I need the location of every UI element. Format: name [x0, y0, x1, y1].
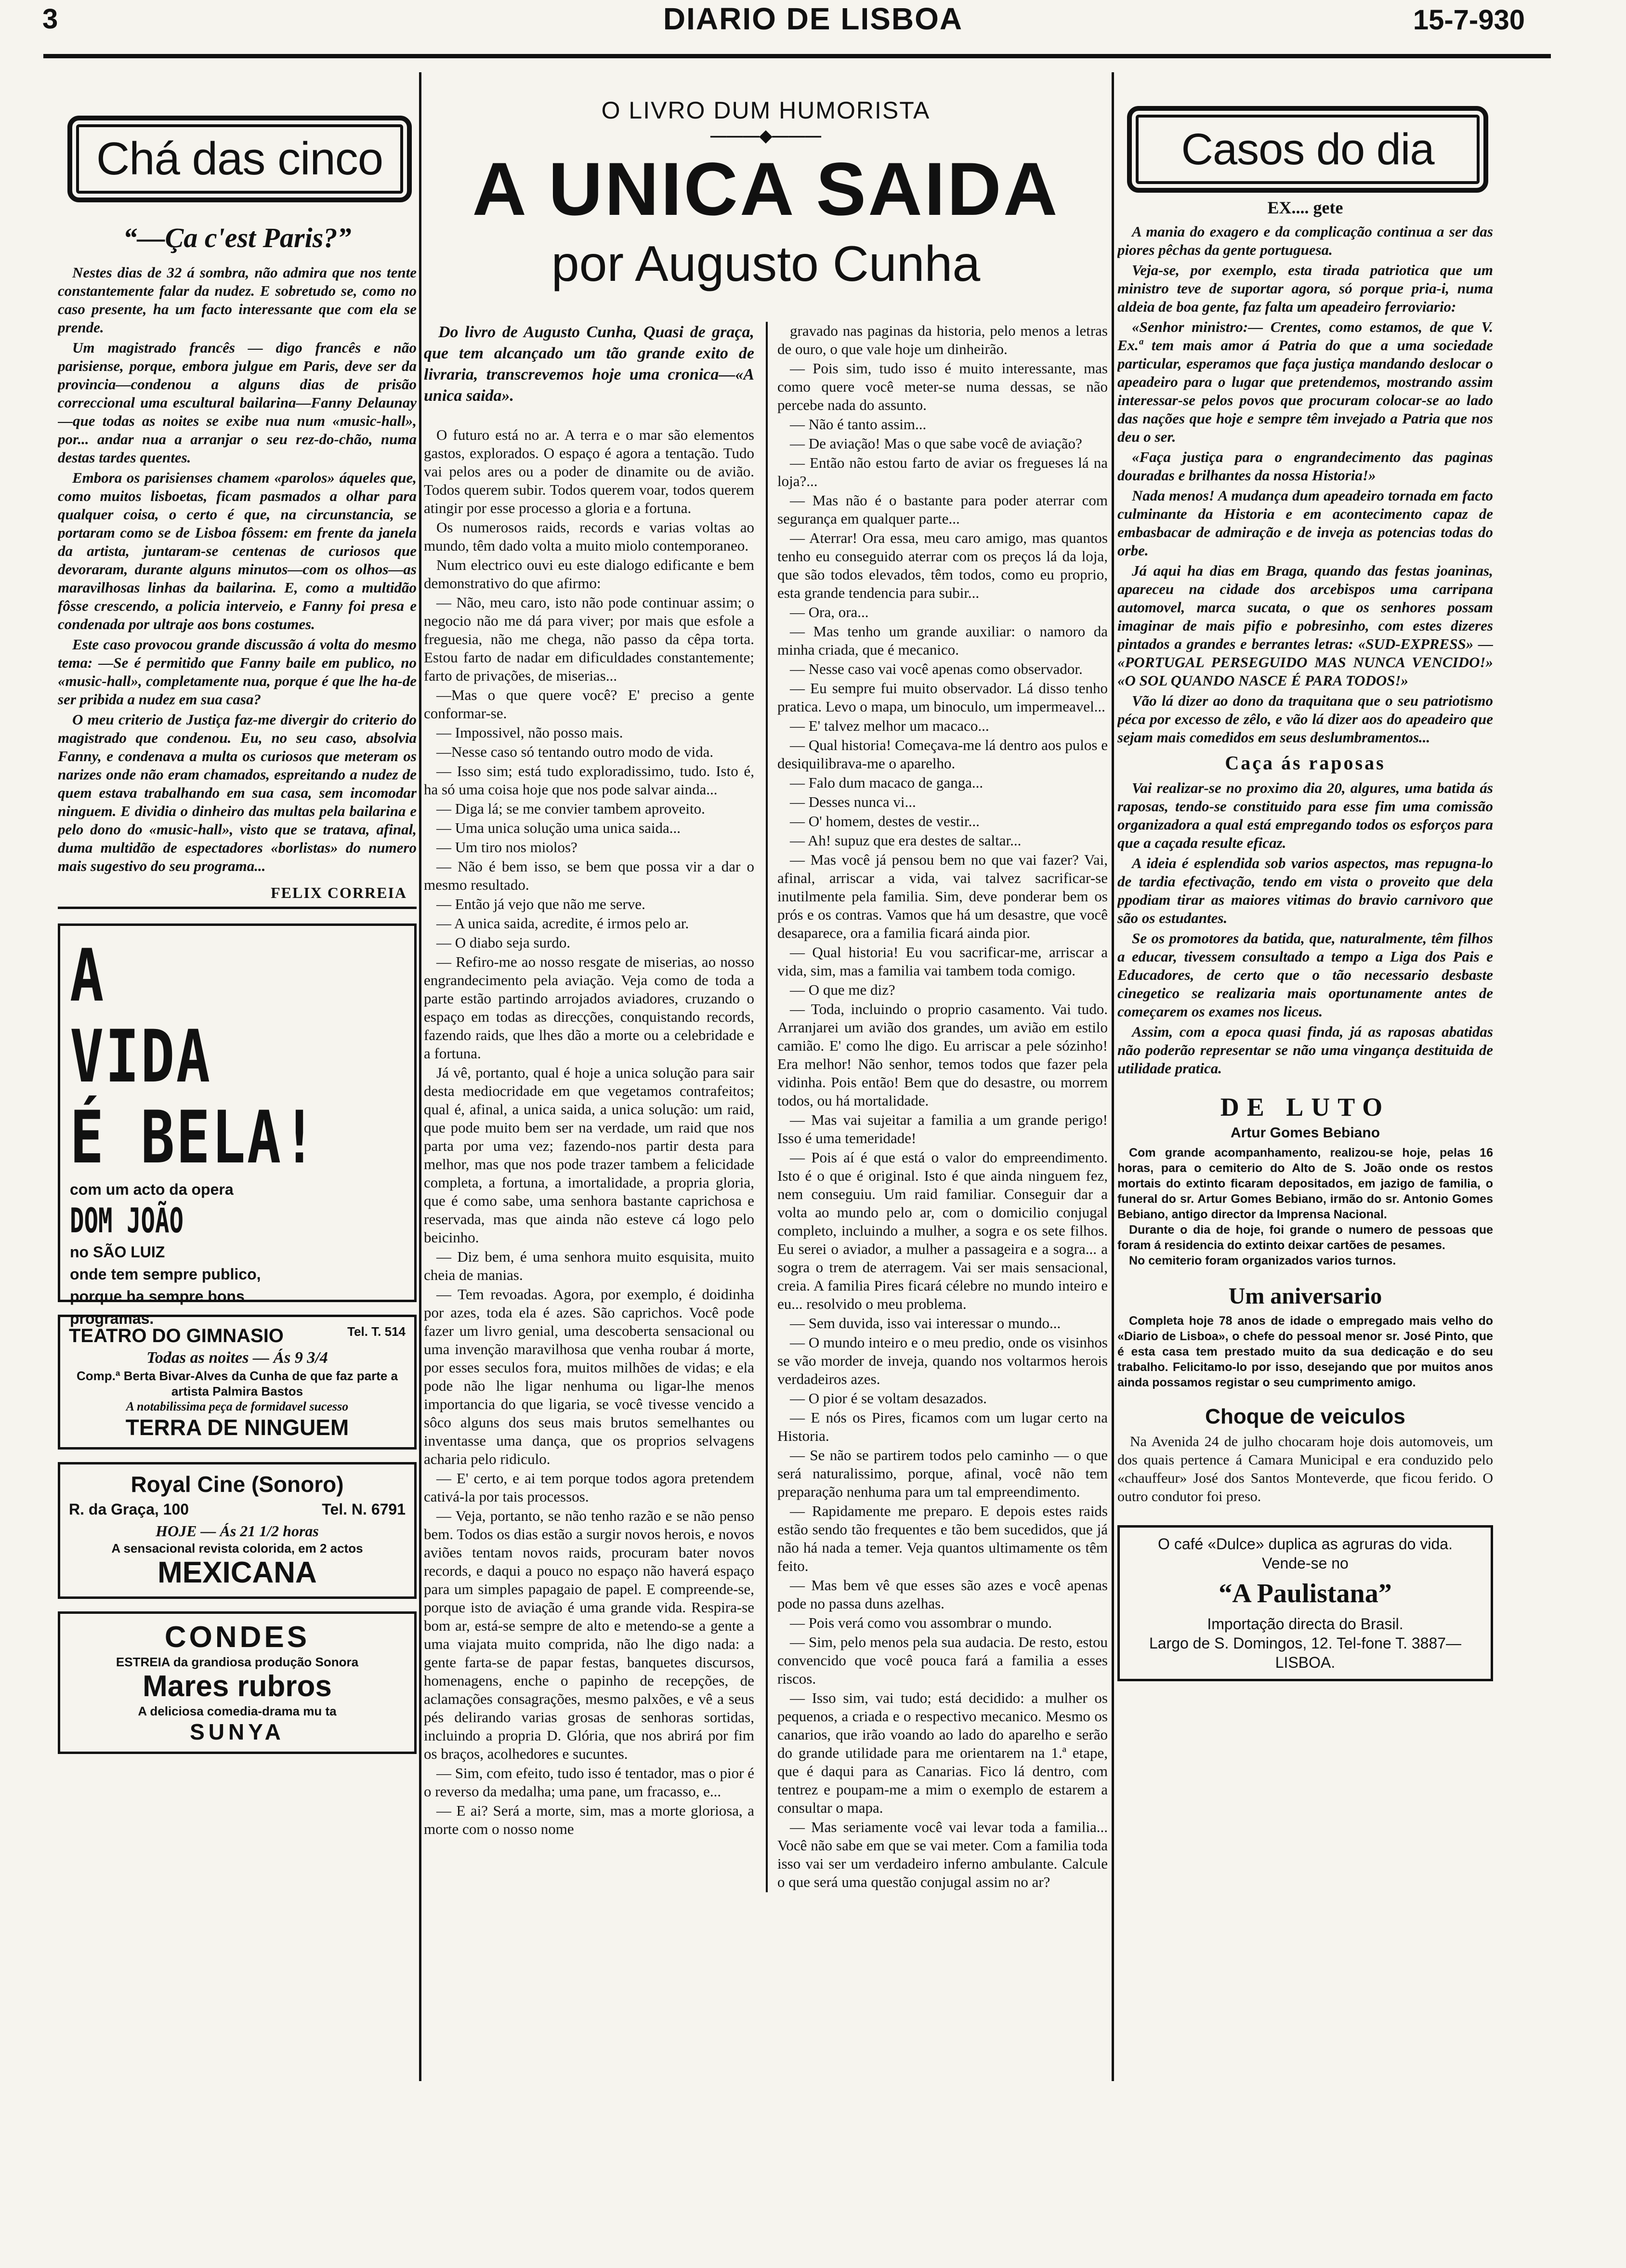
paragraph: — Ora, ora... — [790, 604, 869, 620]
paragraph: — Aterrar! Ora essa, meu caro amigo, mas quantos tenho eu conseguido aterrar com os preços lá da loja, que são todos elevados, têm todos, como eu proprio, esta grande tendencia para subir... — [777, 529, 1108, 601]
paragraph: Já vê, portanto, qual é hoje a unica solução para sair desta mediocridade em que vegetamos contrafeitos; qual é, afinal, a unica saida, a unica solução: um raid, que pode muito bem ser na verdade, um raid que nos parta por uma vez; fazendo-nos partir desta para melhor, mas que nos pode trazer tambem a felicidade completa, a fortuna, a imortalidade, a propria gloria, que é como sabe, uma senhora bastante caprichosa e reservada, mas que ainda não esteve cá logo pelo beicinho. — [424, 1064, 754, 1246]
paragraph: — Mas seriamente você vai levar toda a familia... Você não sabe em que se vai meter. Com a familia toda isso vai ser um verdadeiro inferno ambulante. Calcule o que será uma questão conjugal assim no ar? — [777, 1819, 1108, 1890]
paragraph: O meu criterio de Justiça faz-me divergir do criterio do magistrado que condenou. Eu, no seu caso, absolvia Fanny, e condenava a multa os curiosos que meteram os narizes onde não eram chamados, espreitando a nudez de quem estava trabalhando em sua casa, sem incomodar ninguem. E dividia o dinheiro das multas pela bailarina e pelo dono do «music-hall», visto que se tratava, afinal, duma multidão de espectadores «borlistas» do numero mais sugestivo do seu programa... — [58, 711, 417, 874]
ad-line: É BELA! — [70, 1096, 318, 1180]
article-columns — [424, 322, 1108, 1892]
paragraph: —Mas o que quere você? E' preciso a gente conformar-se. — [424, 686, 754, 722]
ad-show: Mares rubros — [143, 1670, 332, 1703]
ad-title: Royal Cine (Sonoro) — [131, 1472, 344, 1497]
paragraph: «Senhor ministro:— Crentes, como estamos, de que V. Ex.ª tem mais amor á Patria do que a uma sociedade particular, esperamos que faça justiça mandando deslocar o apeadeiro para o lugar que pretendemos, mostrando assim interessar-se pelos povos que procuram colocar-se ao lado das nações que hoje e sempre têm invejado a Patria que nos deu o ser. — [1117, 318, 1493, 445]
paragraph: — Não, meu caro, isto não pode continuar assim; o negocio não me dá para viver; por mais que esfole a freguesia, não me chega, não passo da cêpa torta. Estou farto de nadar em dificuldades constantemente; farto de privações, de miserias... — [424, 594, 754, 684]
page-number: 3 — [42, 3, 58, 35]
paragraph: gravado nas paginas da historia, pelo menos a letras de ouro, o que vale hoje um dinheirão. — [777, 322, 1108, 357]
ad-title: TEATRO DO GIMNASIO — [69, 1325, 284, 1346]
article-kicker: O LIVRO DUM HUMORISTA — [601, 97, 931, 124]
ad-line: O café «Dulce» duplica as agruras do vida. Vende-se no — [1158, 1535, 1453, 1572]
anniversary-body — [1117, 1313, 1493, 1390]
masthead — [0, 0, 1626, 53]
paragraph: — Mas não é o bastante para poder aterrar com segurança em qualquer parte... — [777, 492, 1108, 527]
paragraph: — Tem revoadas. Agora, por exemplo, é doidinha por azes, toda ela é azes. São caprichos. Você pode fazer um livro genial, uma descoberta sensacional ou uma invenção maravilhosa que venha roubar á morte, por esses seculos fora, muitos milhões de vidas; e ela pode não lhe ligar nenhuma ou ligar-lhe menos importancia do que ligaria, se você tivesse vencido a sôco alguns dos seus mais brutos semelhantes ou inventasse uma dança, que os proprios selvagens acharia pelo ridiculo. — [424, 1286, 754, 1467]
ad-royal-cine — [58, 1462, 417, 1599]
ad-line: com um acto da opera — [70, 1181, 234, 1198]
paragraph: — Desses nunca vi... — [790, 793, 916, 810]
article-body — [58, 264, 417, 875]
ad-line: A deliciosa comedia-drama mu ta — [138, 1704, 337, 1718]
paragraph: Nada menos! A mudança dum apeadeiro tornada em facto culminante da Historia e em acontecimento capaz de embasbacar de admiração e de inveja as potencias todas do orbe. — [1117, 487, 1493, 559]
ad-phone: Tel. T. 514 — [347, 1324, 406, 1339]
column-main-article — [424, 63, 1108, 2086]
paragraph: — O que me diz? — [790, 981, 895, 998]
ad-line: A notabilissima peça de formidavel sucesso — [126, 1399, 349, 1413]
author-signature: FELIX CORREIA — [271, 884, 407, 901]
paragraph: — Não é tanto assim... — [790, 416, 927, 433]
article-body — [1117, 779, 1493, 1078]
column-divider — [1112, 72, 1114, 2081]
paragraph: A mania do exagero e da complicação continua a ser das piores pêchas da gente portuguesa. — [1117, 223, 1493, 258]
paragraph: A ideia é esplendida sob varios aspectos, mas repugna-lo de tardia efectivação, tendo em vista o proveito que dela ppodiam tirar as maiores vitimas do bravio carnivoro que são os estudantes. — [1117, 855, 1493, 926]
news-body — [1117, 1433, 1493, 1506]
article-title: A UNICA SAIDA — [472, 147, 1060, 231]
paragraph: — Mas vai sujeitar a familia a um grande perigo! Isso é uma temeridade! — [777, 1111, 1108, 1147]
paragraph: — Qual historia! Eu vou sacrificar-me, arriscar a vida, sim, mas a familia vai tambem toda comigo. — [777, 944, 1108, 979]
paragraph: — E ai? Será a morte, sim, mas a morte gloriosa, a morte com o nosso nome — [424, 1802, 754, 1837]
ad-line: onde tem sempre publico, — [70, 1266, 261, 1283]
paragraph: — Se não se partirem todos pelo caminho — o que será naturalissimo, porque, afinal, você não tem preparação nenhuma para um tal empreendimento. — [777, 1447, 1108, 1500]
ornament: ———◆——— — [710, 127, 822, 145]
ad-line: Todas as noites — Ás 9 3/4 — [146, 1349, 328, 1367]
article-intro: Do livro de Augusto Cunha, Quasi de graça, que tem alcançado um tão grande exito de livraria, transcrevemos hoje uma cronica—«A unica saida». — [424, 323, 754, 405]
article-body — [1117, 223, 1493, 747]
paragraph: — De aviação! Mas o que sabe você de aviação? — [790, 435, 1082, 452]
paragraph: — Ah! supuz que era destes de saltar... — [790, 832, 1022, 849]
paragraph: — E' certo, e ai tem porque todos agora pretendem cativá-la por tais processos. — [424, 1470, 754, 1505]
paragraph: — Isso sim, vai tudo; está decidido: a mulher os pequenos, a criada e o respectivo mecanico. Mesmo os canarios, que irão voando ao lado do aparelho e serão do grande utilidade para me orientarem na 1.ª etape, que é daqui para as Canarias. Fico lá dentro, com tentrez e poupam-me a mim o exemplo de estarem a consultar o mapa. — [777, 1689, 1108, 1816]
paragraph: — Diz bem, é uma senhora muito esquisita, muito cheia de manias. — [424, 1248, 754, 1283]
paragraph: — E' talvez melhor um macaco... — [790, 717, 989, 734]
ad-line: Comp.ª Berta Bivar-Alves da Cunha de que faz parte a artista Palmira Bastos — [76, 1369, 398, 1398]
article-left-column — [424, 322, 754, 1892]
paragraph: — Uma unica solução uma unica saida... — [436, 819, 681, 836]
paragraph: — Falo dum macaco de ganga... — [790, 774, 983, 791]
paragraph: — O mundo inteiro e o meu predio, onde os visinhos se vão morder de inveja, quando nos voltarmos herois verdadeiros azes. — [777, 1334, 1108, 1387]
issue-date: 15-7-930 — [1413, 4, 1525, 36]
section-heading: Caça ás raposas — [1225, 752, 1386, 774]
ad-line: programas. — [70, 1310, 154, 1327]
column-casos-do-dia — [1117, 63, 1493, 2086]
paragraph: — Sim, com efeito, tudo isso é tentador, mas o pior é o reverso da medalha; uma pane, um fracasso, e... — [424, 1765, 754, 1800]
paragraph: No cemiterio foram organizados varios turnos. — [1129, 1254, 1396, 1267]
ad-teatro-gimnasio — [58, 1315, 417, 1450]
ad-paulistana — [1117, 1525, 1493, 1681]
paragraph: — Pois aí é que está o valor do empreendimento. Isto é o que é original. Isto é que ainda ninguem fez, nem conseguiu. Um raid familiar. Conseguir dar a volta ao mundo pelo ar, com o domicilio conjugal completo, incluindo a mulher, a sogra e os sete filhos. Eu serei o aviador, a mulher a passageira e a sogra... a sogra o trem de aterragem. Vai ser mais sensacional, creia. A familia Pires ficará célebre no mundo inteiro e eu... resolvido o meu problema. — [777, 1149, 1108, 1312]
paragraph: — Então já vejo que não me serve. — [436, 896, 645, 912]
article-headline: “—Ça c'est Paris?” — [123, 222, 352, 253]
ad-brand: “A Paulistana” — [1219, 1579, 1392, 1609]
ad-line: DOM JOÃO — [70, 1201, 184, 1240]
article-headline: EX.... gete — [1267, 198, 1343, 217]
paragraph: «Faça justiça para o engrandecimento das paginas douradas e brilhantes da nossa Historia!» — [1117, 448, 1493, 484]
ad-title: CONDES — [164, 1621, 310, 1654]
paragraph: — O diabo seja surdo. — [436, 934, 571, 951]
ad-show: SUNYA — [190, 1719, 285, 1744]
paragraph: — Pois sim, tudo isso é muito interessante, mas como quere você meter-se numa dessas, se não percebe nada do assunto. — [777, 360, 1108, 413]
paragraph: Um magistrado francês — digo francês e não parisiense, porque, embora julgue em Paris, deve ser da provincia—condenou a alguns dias de prisão correccional uma escultural bailarina—Fanny Delaunay —que todas as noites se exibe nua num «music-hall», por... andar nua a arranjar o seu rez-do-chão, numa destas tardes quentes. — [58, 339, 417, 466]
paragraph: — Um tiro nos miolos? — [436, 839, 577, 856]
column-divider — [419, 72, 421, 2081]
paragraph: Durante o dia de hoje, foi grande o numero de pessoas que foram á residencia do extinto deixar cartões de pesames. — [1117, 1223, 1493, 1252]
ad-vida-e-bela — [58, 923, 417, 1327]
ad-line: A sensacional revista colorida, em 2 actos — [111, 1541, 363, 1556]
paragraph: — Rapidamente me preparo. E depois estes raids estão sendo tão frequentes e tão bem sucedidos, que já não há nada a temer. Veja quantos ultimamente os têm feito. — [777, 1503, 1108, 1574]
paragraph: — Então não estou farto de aviar os fregueses lá na loja?... — [777, 454, 1108, 489]
paragraph: — Sim, pelo menos pela sua audacia. De resto, estou convencido que você pouca fará a familia a esses riscos. — [777, 1634, 1108, 1687]
ad-line: VIDA — [70, 1015, 212, 1099]
ad-show: TERRA DE NINGUEM — [125, 1415, 349, 1440]
section-heading: DE LUTO — [1220, 1093, 1390, 1121]
paragraph: Veja-se, por exemplo, esta tirada patriotica que um ministro teve de suportar agora, só porque pria-i, numa aldeia de boa gente, faz falta um apeadeiro ferroviario: — [1117, 262, 1493, 315]
newspaper-title: DIARIO DE LISBOA — [663, 1, 963, 36]
ad-phone: Tel. N. 6791 — [322, 1501, 406, 1518]
paragraph: — E nós os Pires, ficamos com um lugar certo na Historia. — [777, 1409, 1108, 1444]
divider — [58, 907, 417, 909]
obituary-body — [1117, 1145, 1493, 1268]
paragraph: Embora os parisienses chamem «parolos» áqueles que, como muitos lisboetas, ficam pasmados a olhar para qualquer coisa, o certo é que, na circunstancia, se portaram como se de Lisboa fôssem: em frente da janela da artista, juntaram-se centenas de curiosos que devoraram, durante alguns minutos—com os olhos—as maravilhosas linhas da bailarina. E, como a multidão fôsse crescendo, a policia interveio, e Fanny foi presa e condenada por ultraje aos bons costumes. — [58, 469, 417, 633]
ad-line: ESTREIA da grandiosa produção Sonora — [116, 1655, 359, 1669]
article-byline: por Augusto Cunha — [551, 236, 981, 292]
paragraph: — Isso sim; está tudo exploradissimo, tudo. Isto é, ha só uma coisa hoje que nos pode salvar ainda... — [424, 763, 754, 798]
section-heading: Choque de veiculos — [1205, 1405, 1405, 1428]
header-rule — [43, 54, 1551, 58]
paragraph: Vai realizar-se no proximo dia 20, algures, uma batida ás raposas, tendo-se constituido para esse fim uma comissão organizadora a qual está empregando todos os esforços para que a caçada resulte eficaz. — [1117, 779, 1493, 851]
paragraph: Vão lá dizer ao dono da traquitana que o seu patriotismo péca por excesso de zêlo, e vão lá dizer aos do apeadeiro que sejam mais comedidos em seus deslumbramentos... — [1117, 692, 1493, 746]
ad-show: MEXICANA — [157, 1556, 317, 1589]
paragraph: — Nesse caso vai você apenas como observador. — [790, 660, 1083, 677]
ad-line: no SÃO LUIZ — [70, 1243, 165, 1261]
paragraph: Na Avenida 24 de julho chocaram hoje dois automoveis, um dos quais pertence á Camara Municipal e era conduzido pelo «chauffeur» José dos Santos Monteverde, que ficou ferido. O outro condutor foi preso. — [1117, 1434, 1493, 1504]
paragraph: — Toda, incluindo o proprio casamento. Vai tudo. Arranjarei um avião dos grandes, um avião em estilo camião. E' como lhe digo. Eu arriscar a pele sózinho! Era melhor! Não senhor, temos todos que fazer pela vidinha. Pois então! Bem que do desastre, ou morrem todos, ou há mortalidade. — [777, 1001, 1108, 1109]
paragraph: — O pior é se voltam desazados. — [790, 1390, 987, 1407]
paragraph: Assim, com a epoca quasi finda, já as raposas abatidas não poderão representar se não uma vingança destituida de utilidade pratica. — [1117, 1023, 1493, 1077]
paragraph: — Eu sempre fui muito observador. Lá disso tenho pratica. Levo o mapa, um binoculo, um impermeavel... — [777, 680, 1108, 715]
paragraph: O futuro está no ar. A terra e o mar são elementos gastos, explorados. O espaço é agora a tentação. Tudo vai pelos ares ou a poder de dinamite ou de avião. Todos querem subir. Todos querem voar, todos querem atingir por esse processo a gloria e a fortuna. — [424, 426, 754, 516]
paragraph: — Qual historia! Começava-me lá dentro aos pulos e desiquilibrava-me o aparelho. — [777, 737, 1108, 772]
ad-line: A — [70, 934, 105, 1018]
obituary-name: Artur Gomes Bebiano — [1230, 1125, 1380, 1141]
ad-line: porque ha sempre bons — [70, 1288, 245, 1305]
ad-line: Importação directa do Brasil. — [1207, 1615, 1403, 1633]
paragraph: — Mas tenho um grande auxiliar: o namoro da minha criada, que é mecanico. — [777, 623, 1108, 658]
paragraph: Com grande acompanhamento, realizou-se hoje, pelas 16 horas, para o cemiterio do Alto de S. João onde os restos mortais do extinto ficaram depositados, em jazigo de familia, o funeral do sr. Artur Gomes Bebiano, irmão do sr. Antonio Gomes Bebiano, antigo director da Imprensa Nacional. — [1117, 1146, 1493, 1221]
ad-line: HOJE — Ás 21 1/2 horas — [156, 1522, 319, 1540]
paragraph: Se os promotores da batida, que, naturalmente, têm filhos a educar, tivessem consultado a tempo a Liga dos Pais e Educadores, de certo que o tão necessario desbaste cinegetico se realizaria mais oportunamente antes de começarem os exames nos liceus. — [1117, 930, 1493, 1020]
ad-address: R. da Graça, 100 — [69, 1501, 189, 1518]
paragraph: — Mas bem vê que esses são azes e você apenas pode no passa duns azelhas. — [777, 1577, 1108, 1612]
paragraph: — Sem duvida, isso vai interessar o mundo... — [790, 1315, 1061, 1332]
ad-condes — [58, 1611, 417, 1754]
paragraph: — Veja, portanto, se não tenho razão e se não penso bem. Todos os dias estão a surgir novos herois, e novos aviões tentam novos raids, procuram bater novos records, e daqui a pouco no espaço não haverá espaço para um simples papagaio de papel. E compreende-se, porque isto de aviação é uma grande vida. Respira-se bom ar, está-se sempre de alto e metendo-se a gente a uma viajata muito comprida, não lhe digo nada: a gente farta-se de papar festas, banquetes discursos, homenagens, enche o papinho de recepções, de aclamações consagrações, mesmo palxões, e vê a seus pés delirando varias grosas de senhoras sortidas, incluindo a propria D. Glória, que nos abrirá por fim os braços, acolhedores e sucuntes. — [424, 1507, 754, 1762]
section-heading: Um aniversario — [1228, 1283, 1382, 1309]
paragraph: — Mas você já pensou bem no que vai fazer? Vai, afinal, arriscar a vida, vai talvez sacrificar-se inutilmente pela familia. Sim, deve ponderar bem os prós e os contras. Vamos que há um desastre, que você desaparece, ora a familia ficará ainda pior. — [777, 851, 1108, 941]
paragraph: Num electrico ouvi eu este dialogo edificante e bem demonstrativo do que afirmo: — [424, 556, 754, 592]
section-logo: Chá das cinco — [67, 116, 412, 202]
paragraph: — Não é bem isso, se bem que possa vir a dar o mesmo resultado. — [424, 858, 754, 893]
paragraph: — A unica saida, acredite, é irmos pelo ar. — [436, 915, 689, 932]
paragraph: —Nesse caso só tentando outro modo de vida. — [436, 743, 714, 760]
section-logo: Casos do dia — [1127, 106, 1488, 193]
column-cha-das-cinco — [58, 63, 417, 2086]
article-right-column — [766, 322, 1108, 1892]
paragraph: — Diga lá; se me convier tambem aproveito. — [436, 800, 705, 817]
paragraph: Nestes dias de 32 á sombra, não admira que nos tente constantemente falar da nudez. E sobretudo se, como no caso presente, ha um facto interessante que com ela se prende. — [58, 264, 417, 336]
paragraph: — O' homem, destes de vestir... — [790, 813, 980, 830]
paragraph: — Impossivel, não posso mais. — [436, 724, 623, 741]
paragraph: Os numerosos raids, records e varias voltas ao mundo, têm dado volta a muito miolo contemporaneo. — [424, 519, 754, 554]
paragraph: — Pois verá como vou assombrar o mundo. — [790, 1614, 1052, 1631]
paragraph: Já aqui ha dias em Braga, quando das festas joaninas, apareceu na cidade dos arcebispos uma carripana automovel, marca sucata, o que os senhores possam imaginar de mais pifio e pobresinho, com estes dizeres pintados a grandes e berrantes letras: «SUD-EXPRESS» — «PORTUGAL PERSEGUIDO MAS NUNCA VENCIDO!» «O SOL QUANDO NASCE É PARA TODOS!» — [1117, 562, 1493, 689]
paragraph: Este caso provocou grande discussão á volta do mesmo tema: —Se é permitido que Fanny baile em publico, no «music-hall», completamente nua, porque é que lhe ha-de ser pribida a nudez em sua casa? — [58, 636, 417, 708]
ad-line: Largo de S. Domingos, 12. Tel-fone T. 3887—LISBOA. — [1149, 1635, 1462, 1671]
paragraph: — Refiro-me ao nosso resgate de miserias, ao nosso engrandecimento pela aviação. Veja como de toda a parte estão partindo arrojados aviadores, cruzando o espaço em todas as direcções, conquistando records, fazendo raids, que lhes dão a morte ou a celebridade e a fortuna. — [424, 953, 754, 1062]
paragraph: Completa hoje 78 anos de idade o empregado mais velho do «Diario de Lisboa», o chefe do pessoal menor sr. José Pinto, que é esta casa tem prestado muito da sua dedicação e do seu trabalho. Felicitamo-lo por isso, desejando que por muitos anos ainda possamos registar o seu cumprimento amigo. — [1117, 1314, 1493, 1389]
